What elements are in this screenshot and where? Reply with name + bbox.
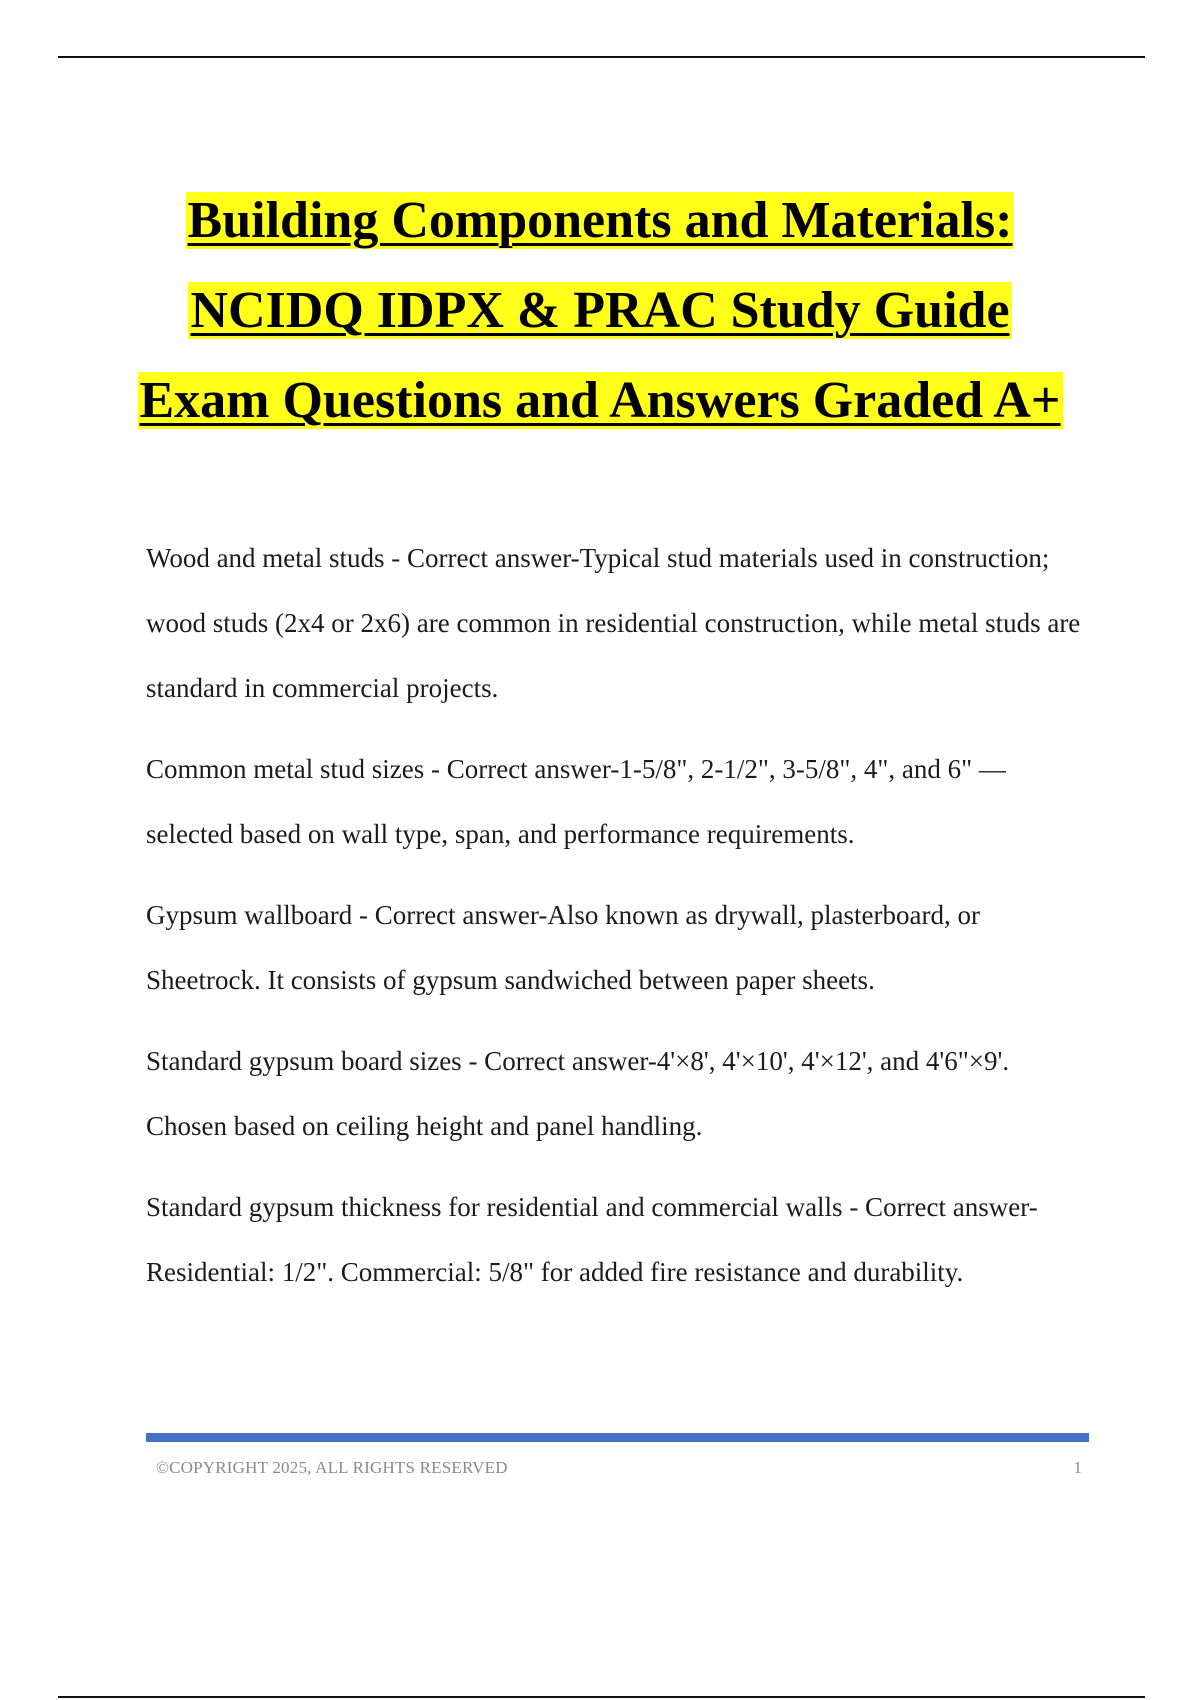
document-title [0,176,1200,446]
top-rule [58,56,1145,58]
qa-item-gypsum-thickness: Standard gypsum thickness for residential and commercial walls - Correct answer-Residential: 1/2". Commercial: 5/8" for added fire resistance and durability. [146,1192,1038,1287]
title-line-2: NCIDQ IDPX & PRAC Study Guide [190,282,1010,339]
footer-bar [146,1433,1089,1442]
qa-item-metal-stud-sizes: Common metal stud sizes - Correct answer-1-5/8", 2-1/2", 3-5/8", 4", and 6" — selected based on wall type, span, and performance requirements. [146,754,1006,849]
bottom-rule [58,1696,1145,1698]
qa-item-wood-metal-studs: Wood and metal studs - Correct answer-Typical stud materials used in construction; wood studs (2x4 or 2x6) are common in residential construction, while metal studs are standard in commercial projects. [146,543,1081,703]
title-line-3: Exam Questions and Answers Graded A+ [139,372,1061,429]
qa-list [146,526,1086,1321]
qa-item-gypsum-board-sizes: Standard gypsum board sizes - Correct answer-4'×8', 4'×10', 4'×12', and 4'6"×9'. Chosen based on ceiling height and panel handling. [146,1046,1010,1141]
qa-item-gypsum-wallboard: Gypsum wallboard - Correct answer-Also known as drywall, plasterboard, or Sheetrock. It consists of gypsum sandwiched between paper sheets. [146,900,980,995]
page-number: 1 [1073,1458,1082,1477]
title-line-1: Building Components and Materials: [187,192,1013,249]
footer-copyright: ©COPYRIGHT 2025, ALL RIGHTS RESERVED [156,1458,508,1477]
